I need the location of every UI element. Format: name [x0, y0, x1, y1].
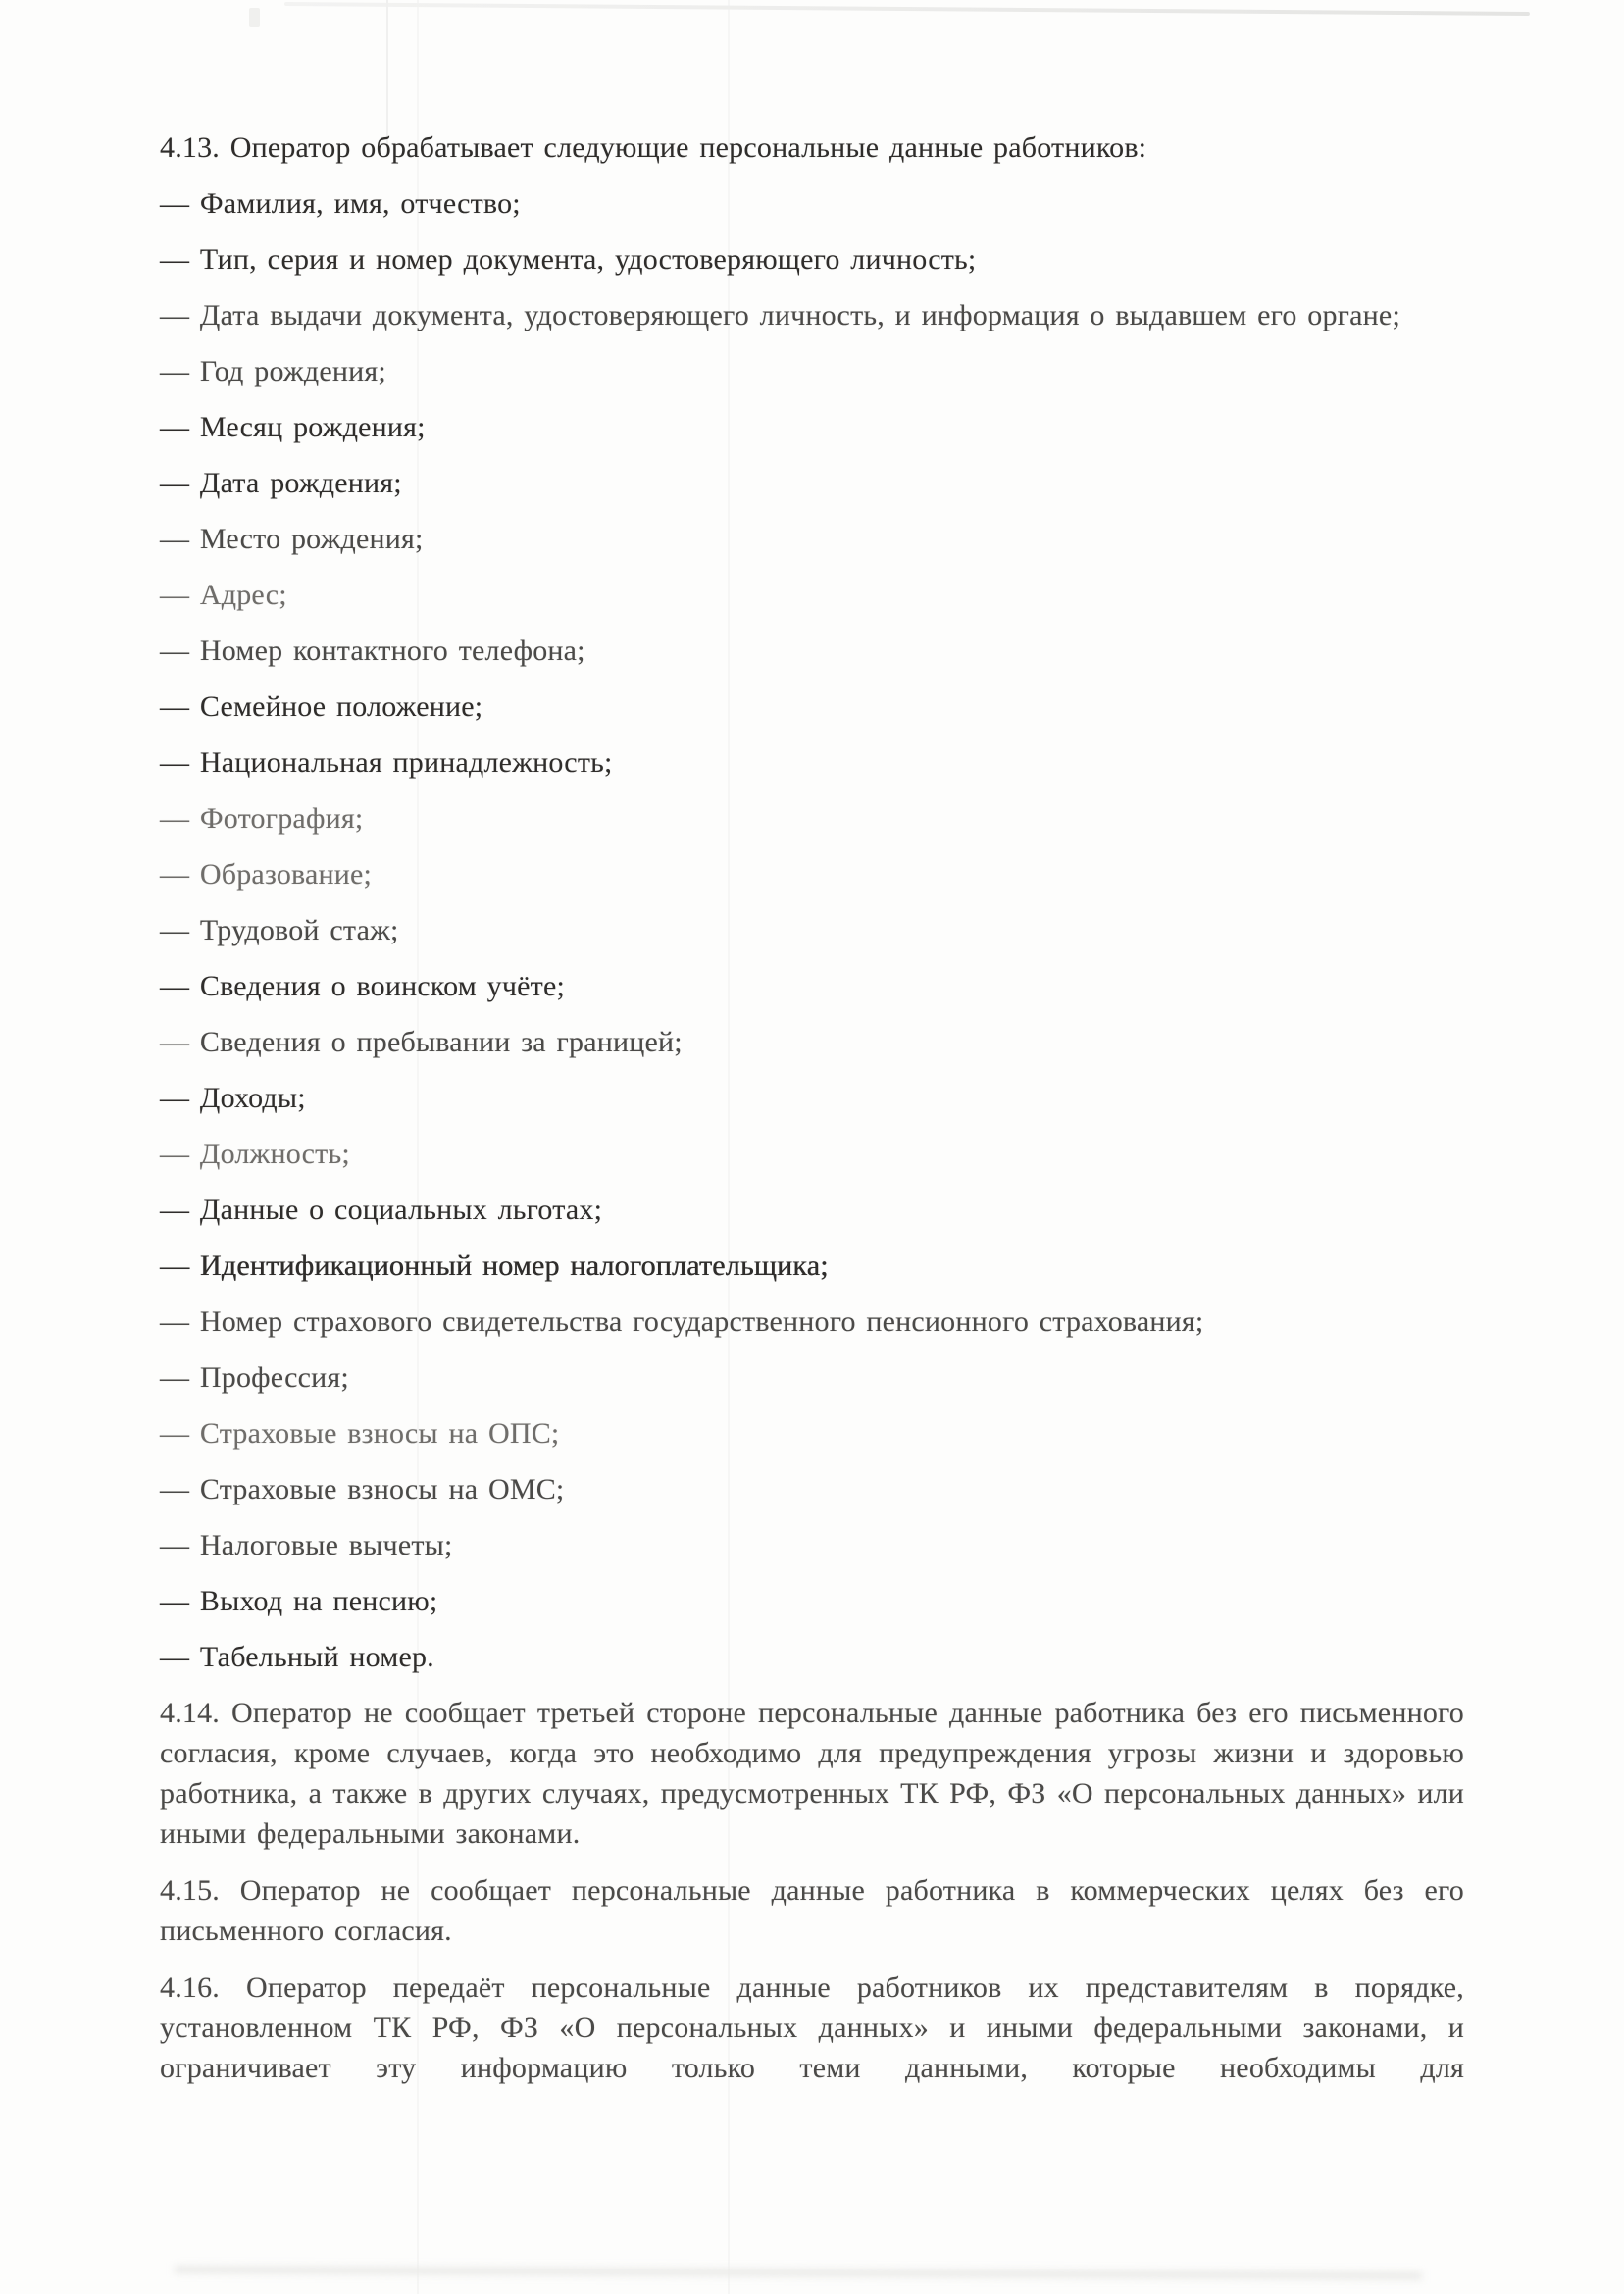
list-item: — Профессия;: [160, 1361, 349, 1394]
list-item: — Страховые взносы на ОПС;: [160, 1417, 560, 1450]
list-item: — Доходы;: [160, 1082, 306, 1114]
list-item: — Место рождения;: [160, 523, 424, 555]
list-item: — Дата рождения;: [160, 467, 402, 499]
list-item: — Год рождения;: [160, 355, 386, 387]
list-item: — Сведения о пребывании за границей;: [160, 1026, 683, 1058]
list-item: — Фамилия, имя, отчество;: [160, 187, 521, 220]
list-item: — Семейное положение;: [160, 690, 483, 723]
clause-4-16-paragraph: 4.16. Оператор передаёт персональные данные работников их представителям в порядке, установленном ТК РФ, ФЗ «О персональных данных» и иными федеральными законами, и ограничивает эту информацию только теми данными, которые необходимы для: [160, 1971, 1464, 2084]
list-item: — Национальная принадлежность;: [160, 746, 613, 779]
list-item: — Выход на пенсию;: [160, 1585, 438, 1617]
scan-artifact-bottom-edge: [175, 2266, 1422, 2280]
scan-artifact-top-edge: [284, 2, 1530, 16]
list-item: — Образование;: [160, 858, 373, 891]
list-item: — Идентификационный номер налогоплательщика;: [160, 1249, 829, 1282]
document-text-block: [160, 127, 1464, 2105]
scan-artifact-corner-mark: [249, 8, 260, 27]
list-item: — Страховые взносы на ОМС;: [160, 1473, 565, 1505]
list-item: — Сведения о воинском учёте;: [160, 970, 566, 1002]
list-item: — Трудовой стаж;: [160, 914, 399, 946]
list-item: — Табельный номер.: [160, 1641, 434, 1673]
list-item: — Тип, серия и номер документа, удостоверяющего личность;: [160, 243, 977, 276]
list-item: — Месяц рождения;: [160, 411, 426, 443]
list-item: — Дата выдачи документа, удостоверяющего личность, и информация о выдавшем его органе;: [160, 299, 1400, 331]
list-item: — Адрес;: [160, 579, 287, 611]
clause-4-13-heading: 4.13. Оператор обрабатывает следующие персональные данные работников:: [160, 131, 1147, 164]
list-item: — Номер контактного телефона;: [160, 635, 585, 667]
clause-4-14-paragraph: 4.14. Оператор не сообщает третьей стороне персональные данные работника без его письменного согласия, кроме случаев, когда это необходимо для предупреждения угрозы жизни и здоровью работника, а также в других случаях, предусмотренных ТК РФ, ФЗ «О персональных данных» или иными федеральными законами.: [160, 1697, 1464, 1850]
list-item: — Номер страхового свидетельства государственного пенсионного страхования;: [160, 1305, 1204, 1338]
list-item: — Фотография;: [160, 802, 364, 835]
list-item: — Должность;: [160, 1138, 350, 1170]
list-item: — Данные о социальных льготах;: [160, 1194, 603, 1226]
clause-4-15-paragraph: 4.15. Оператор не сообщает персональные данные работника в коммерческих целях без его письменного согласия.: [160, 1874, 1464, 1947]
personal-data-list: [160, 183, 1464, 1677]
list-item: — Налоговые вычеты;: [160, 1529, 453, 1561]
